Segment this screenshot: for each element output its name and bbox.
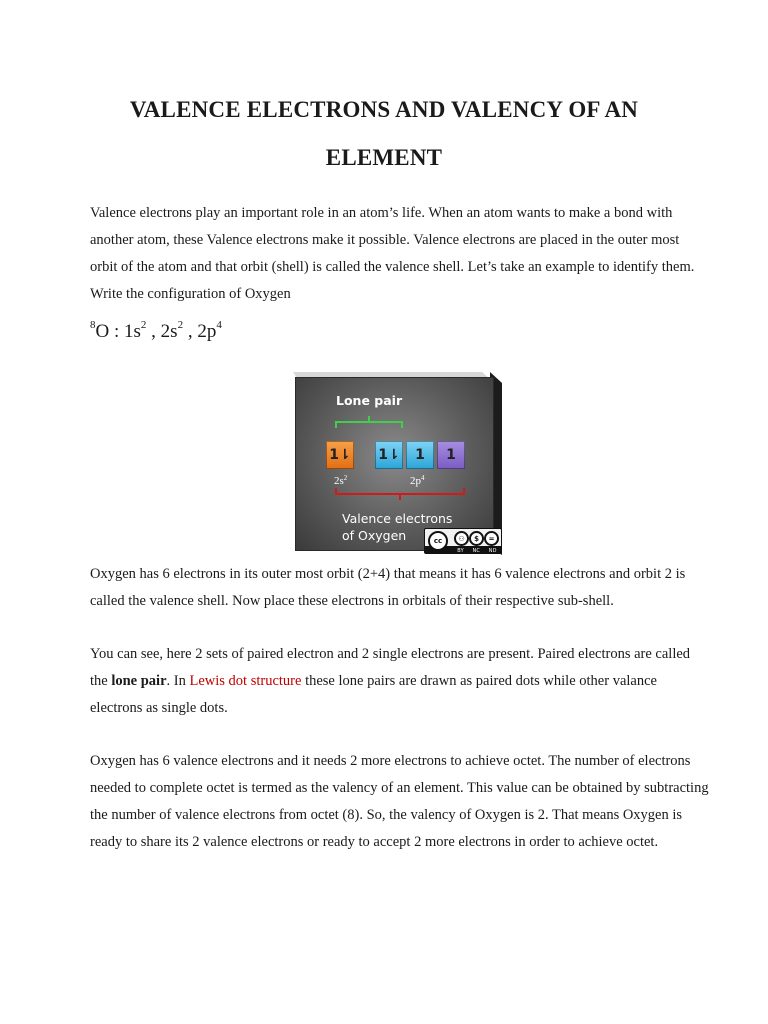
- cc-tags: BY NC ND: [457, 548, 497, 554]
- cc-nd-icon: =: [484, 531, 499, 546]
- valence-brace: [334, 486, 466, 502]
- config-part-2: , 2s: [146, 321, 178, 342]
- intro-paragraph: Valence electrons play an important role in an atom’s life. When an atom wants to make a bond with another atom, these Valence electrons make it possible. Valence electrons are placed in the outer most orbit of the atom and that orbit (shell) is called the valence shell. Let’s take an example to identify them. Write the configuration of Oxygen: [90, 205, 695, 302]
- orbital-box-2p-2: 1: [406, 441, 434, 469]
- orbital-box-2p-3: 1: [437, 441, 465, 469]
- lewis-dot-structure-link[interactable]: Lewis dot structure: [189, 673, 302, 689]
- paragraph-valency: Oxygen has 6 valence electrons and it needs 2 more electrons to achieve octet. The number of electrons needed to complete octet is termed as the valency of an element. This value can be obtained by subtracting the number of valence electrons from octet (8). So, the valency of Oxygen is 2. That means Oxygen is ready to share its 2 valence electrons or ready to accept 2 more electrons in order to achieve octet.: [90, 753, 709, 850]
- lone-pair-term: lone pair: [111, 673, 167, 689]
- orbital-box-2p-1: 1⇂: [375, 441, 403, 469]
- cc-by-icon: ⚇: [454, 531, 469, 546]
- orbital-label-2p: $2p^4$: [410, 474, 425, 487]
- cube-front-face: [295, 377, 497, 554]
- config-sup-3: 4: [216, 319, 222, 331]
- title-line-2: ELEMENT: [325, 145, 443, 170]
- valence-electron-diagram: [293, 372, 502, 555]
- page-title: [60, 86, 708, 182]
- lone-pair-brace: [334, 414, 404, 430]
- paragraph-valence-shell: Oxygen has 6 electrons in its outer most orbit (2+4) that means it has 6 valence electrons and orbit 2 is called the valence shell. Now place these electrons in orbitals of their respective sub-shell.: [90, 566, 686, 609]
- electron-configuration: [90, 310, 222, 347]
- config-part-3: , 2p: [183, 321, 217, 342]
- config-sup-2: 2: [177, 319, 184, 331]
- paragraph-lone-pair: You can see, here 2 sets of paired electron and 2 single electrons are present. Paired electrons are called the lone pair. In Lewis dot structure these lone pairs are drawn as paired dots while other valance electrons as single dots.: [90, 646, 691, 716]
- config-sup-1: 2: [140, 319, 147, 331]
- orbital-box-2s: 1⇂: [326, 441, 354, 469]
- title-line-1: VALENCE ELECTRONS AND VALENCY OF AN: [129, 97, 639, 122]
- cc-nc-icon: $: [469, 531, 484, 546]
- atomic-number: 8: [90, 319, 96, 331]
- creative-commons-badge: [424, 528, 502, 554]
- cc-logo-icon: cc: [428, 531, 448, 551]
- valence-electrons-label: Valence electrons of Oxygen: [342, 511, 453, 543]
- lone-pair-label: Lone pair: [336, 393, 403, 408]
- orbital-label-2s: $2s^2$: [334, 474, 348, 487]
- config-part-1: O : 1s: [95, 321, 141, 342]
